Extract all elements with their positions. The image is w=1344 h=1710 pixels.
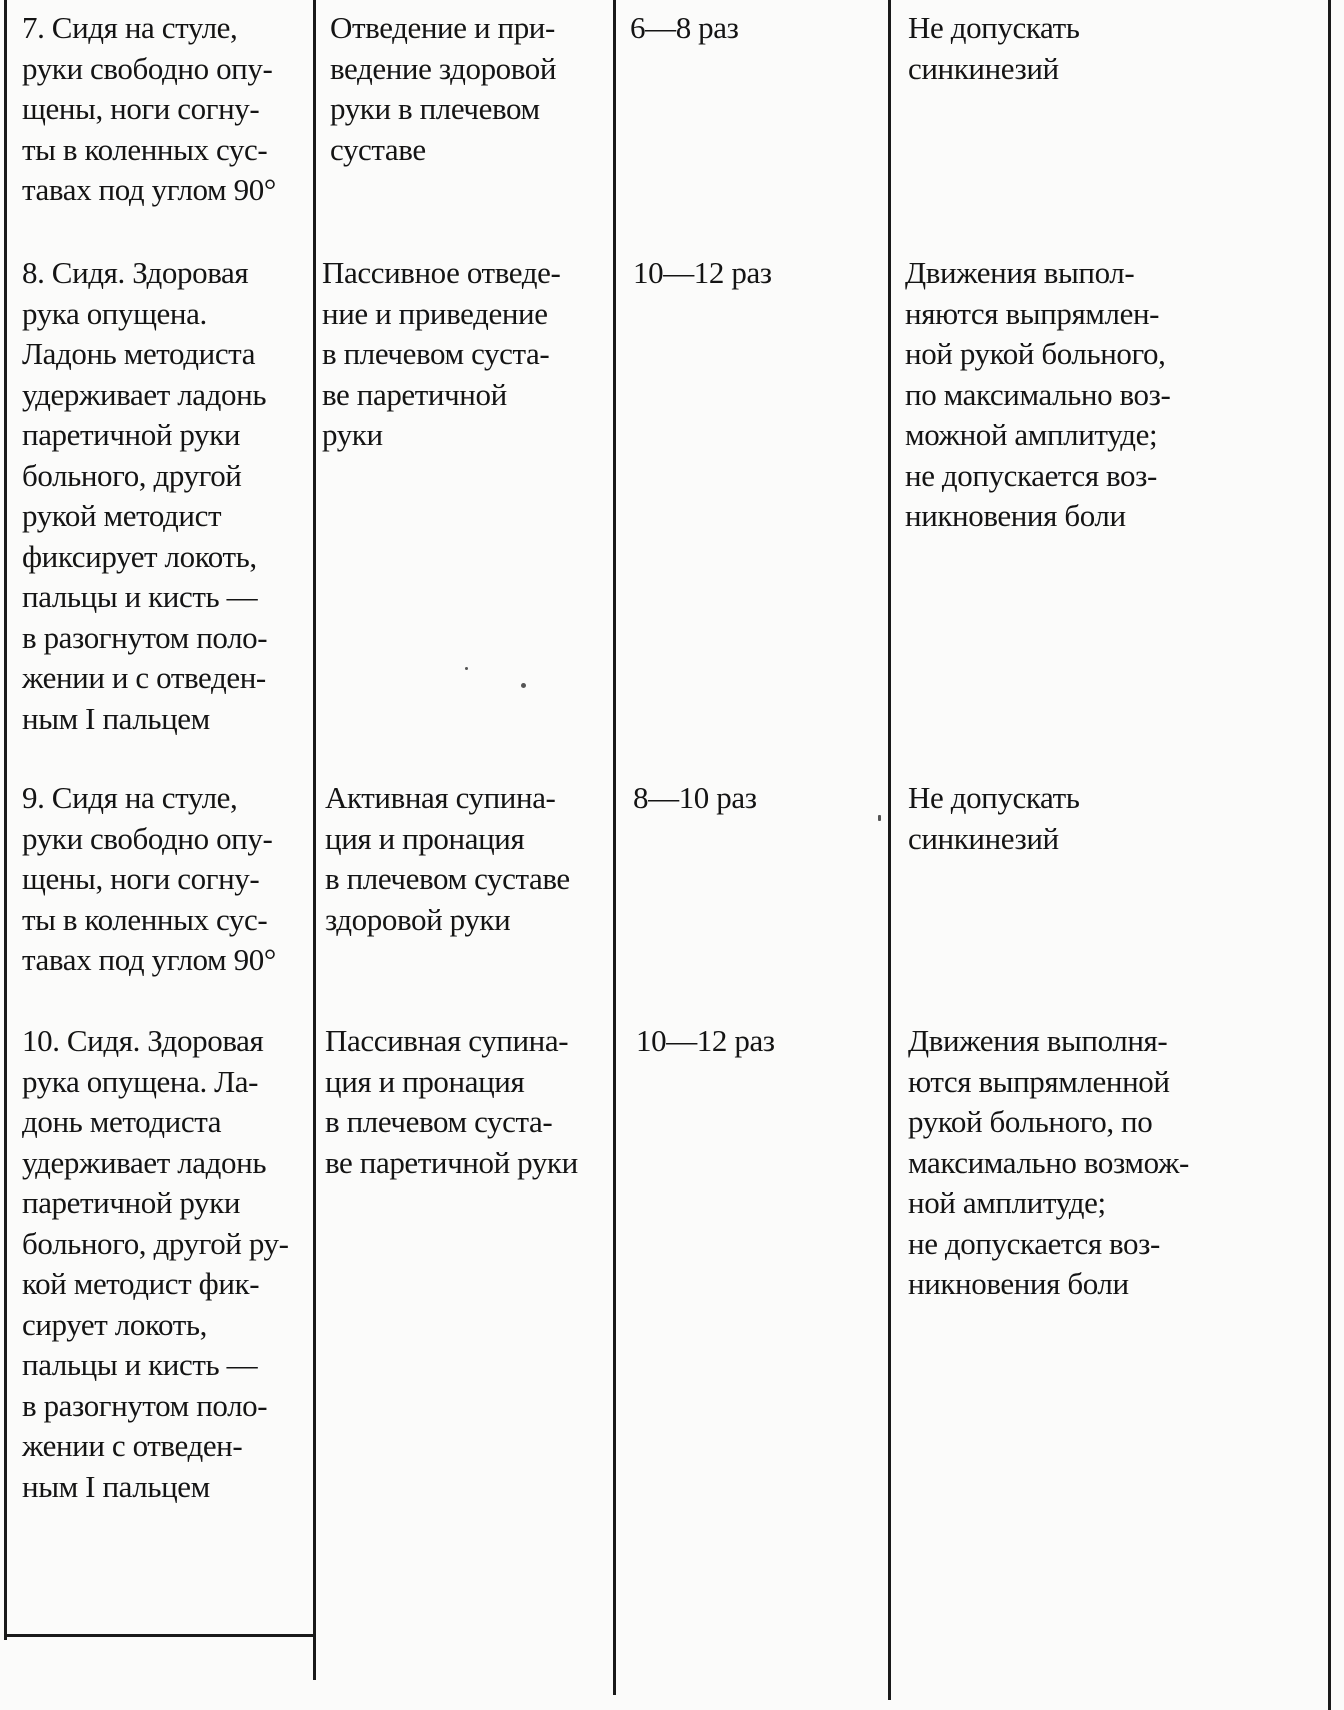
row-9-exercise-cell <box>325 778 570 940</box>
row-9-dosage-line: 8—10 раз <box>633 780 757 815</box>
row-10-exercise-line: в плечевом суста- <box>325 1104 553 1139</box>
row-10-notes-cell <box>908 1021 1189 1305</box>
row-7-dosage-line: 6—8 раз <box>630 10 739 45</box>
row-10-position-line: кой методист фик- <box>22 1266 260 1301</box>
row-7-exercise-line: суставе <box>330 131 426 167</box>
row-10-notes-line: не допускается воз- <box>908 1225 1160 1261</box>
row-8-notes-line: няются выпрямлен- <box>905 295 1160 331</box>
row-10-notes-line: рукой больного, по <box>908 1104 1153 1139</box>
row-9-position-line: щены, ноги согну- <box>22 861 260 896</box>
row-10-position-line: в разогнутом поло- <box>22 1387 268 1423</box>
row-8-position-line: больного, другой <box>22 457 242 493</box>
row-10-exercise-line: Пассивная супина- <box>325 1023 569 1058</box>
row-8-exercise-line: руки <box>322 417 383 452</box>
row-9-position-line: тавах под углом 90° <box>22 942 276 977</box>
row-10-position-line: сирует локоть, <box>22 1306 207 1342</box>
row-10-position-line: паретичной руки <box>22 1185 241 1220</box>
row-8-position-line: рука опущена. <box>22 295 207 331</box>
row-8-position-line: фиксирует локоть, <box>22 538 257 574</box>
row-7-notes-cell <box>908 8 1079 89</box>
row-7-exercise-line: руки в плечевом <box>330 91 540 126</box>
row-7-dosage-cell <box>630 8 738 49</box>
row-9-position-line: 9. Сидя на стуле, <box>22 780 238 815</box>
row-10-notes-line: никновения боли <box>908 1266 1129 1301</box>
scan-speck <box>465 667 468 670</box>
row-10-position-line: ным I пальцем <box>22 1468 210 1504</box>
row-7-notes-line: Не допускать <box>908 10 1080 45</box>
row-8-exercise-line: ве паретичной <box>322 376 507 412</box>
row-9-notes-line: синкинезий <box>908 820 1059 856</box>
row-10-notes-line: Движения выполня- <box>908 1023 1168 1058</box>
table-left-border <box>4 0 7 1640</box>
row-10-notes-line: ются выпрямленной <box>908 1063 1170 1099</box>
column-divider-1 <box>313 0 316 1680</box>
row-8-exercise-cell <box>322 253 560 456</box>
row-8-position-line: пальцы и кисть — <box>22 579 258 614</box>
row-10-exercise-line: ве паретичной руки <box>325 1144 578 1180</box>
row-10-notes-line: максимально возмож- <box>908 1144 1189 1180</box>
column-divider-3 <box>888 0 891 1700</box>
row-7-position-line: руки свободно опу- <box>22 50 273 86</box>
row-8-dosage-line: 10—12 раз <box>633 255 772 290</box>
row-7-position-line: ты в коленных сус- <box>22 131 268 167</box>
row-7-position-line: тавах под углом 90° <box>22 172 276 207</box>
row-9-exercise-line: Активная супина- <box>325 780 556 815</box>
row-8-notes-line: можной амплитуде; <box>905 417 1158 452</box>
row-9-exercise-line: ция и пронация <box>325 820 525 856</box>
row-7-position-cell <box>22 8 276 211</box>
row-10-position-line: удерживает ладонь <box>22 1144 267 1180</box>
row-9-dosage-cell <box>633 778 757 819</box>
row-10-exercise-line: ция и пронация <box>325 1063 525 1099</box>
row-8-notes-line: ной рукой больного, <box>905 336 1166 371</box>
row-8-dosage-cell <box>633 253 772 294</box>
row-10-exercise-cell <box>325 1021 578 1183</box>
row-10-position-line: рука опущена. Ла- <box>22 1063 259 1099</box>
scan-speck <box>878 815 881 821</box>
row-8-position-line: рукой методист <box>22 498 222 533</box>
row-9-position-line: ты в коленных сус- <box>22 901 268 937</box>
row-8-exercise-line: в плечевом суста- <box>322 336 550 371</box>
scan-speck <box>521 683 526 688</box>
row-10-notes-line: ной амплитуде; <box>908 1185 1106 1220</box>
row-10-position-line: донь методиста <box>22 1104 222 1139</box>
row-9-notes-line: Не допускать <box>908 780 1080 815</box>
row-8-notes-line: по максимально воз- <box>905 376 1171 412</box>
row-9-notes-cell <box>908 778 1079 859</box>
row-9-exercise-line: в плечевом суставе <box>325 861 570 896</box>
row-8-position-line: удерживает ладонь <box>22 376 267 412</box>
column-divider-2 <box>613 0 616 1695</box>
row-8-position-cell <box>22 253 267 739</box>
row-8-notes-line: не допускается воз- <box>905 457 1157 493</box>
row-8-exercise-line: Пассивное отведе- <box>322 255 561 290</box>
row-10-position-cell <box>22 1021 289 1507</box>
row-7-exercise-line: ведение здоровой <box>330 50 557 86</box>
row-7-notes-line: синкинезий <box>908 50 1059 86</box>
row-8-position-line: Ладонь методиста <box>22 336 256 371</box>
row-8-position-line: в разогнутом поло- <box>22 619 268 655</box>
row-8-position-line: жении и с отведен- <box>22 660 266 695</box>
row-10-dosage-cell <box>636 1021 775 1062</box>
row-7-exercise-cell <box>330 8 556 170</box>
row-7-position-line: 7. Сидя на стуле, <box>22 10 238 45</box>
row-8-position-line: 8. Сидя. Здоровая <box>22 255 249 290</box>
row-10-dosage-line: 10—12 раз <box>636 1023 775 1058</box>
row-10-position-line: больного, другой ру- <box>22 1225 289 1261</box>
table-right-border <box>1328 0 1331 1710</box>
row-8-position-line: ным I пальцем <box>22 700 210 736</box>
row-8-notes-line: Движения выпол- <box>905 255 1135 290</box>
row-9-exercise-line: здоровой руки <box>325 901 511 937</box>
row-10-position-line: 10. Сидя. Здоровая <box>22 1023 264 1058</box>
row-7-exercise-line: Отведение и при- <box>330 10 555 45</box>
row-7-position-line: щены, ноги согну- <box>22 91 260 126</box>
row-8-notes-cell <box>905 253 1170 537</box>
table-bottom-border <box>4 1634 314 1637</box>
row-8-notes-line: никновения боли <box>905 498 1126 533</box>
row-8-exercise-line: ние и приведение <box>322 295 548 331</box>
row-9-position-line: руки свободно опу- <box>22 820 273 856</box>
row-10-position-line: жении с отведен- <box>22 1428 243 1463</box>
row-9-position-cell <box>22 778 276 981</box>
row-10-position-line: пальцы и кисть — <box>22 1347 258 1382</box>
row-8-position-line: паретичной руки <box>22 417 241 452</box>
